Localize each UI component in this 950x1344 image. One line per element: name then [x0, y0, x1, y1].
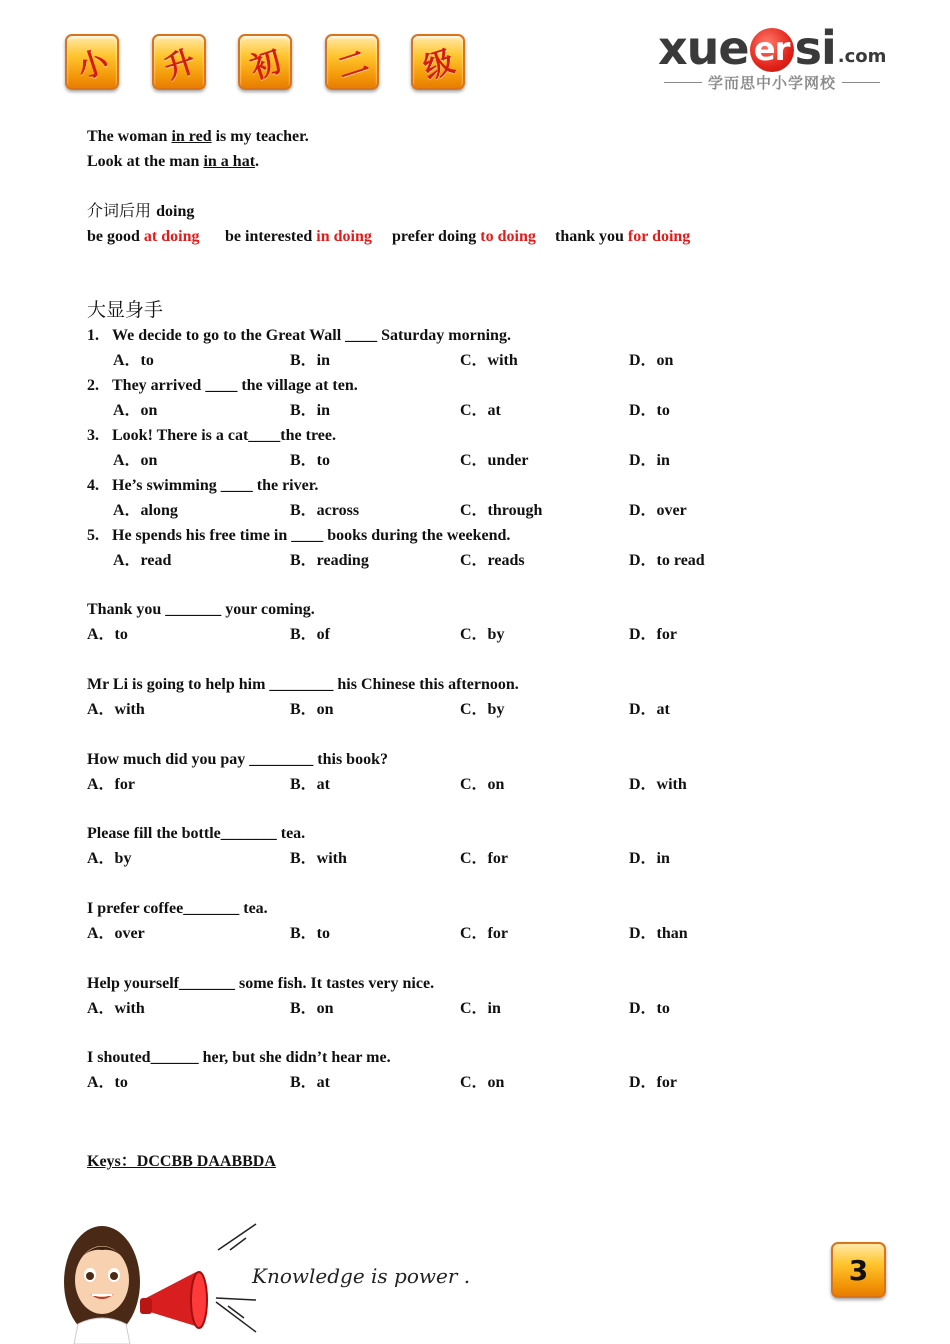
question-text: Look! There is a cat____the tree.: [112, 427, 336, 444]
question-text: Mr Li is going to help him ________ his Chinese this afternoon.: [87, 676, 519, 693]
question-stem: [87, 426, 336, 446]
question-stem: [87, 824, 305, 844]
question-text: Please fill the bottle_______ tea.: [87, 825, 306, 842]
question-text: He spends his free time in ____ books during the weekend.: [112, 527, 511, 544]
answer-option: B．on: [290, 1000, 334, 1017]
question-text: I shouted______ her, but she didn’t hear me.: [87, 1049, 391, 1066]
question-stem: [87, 750, 388, 770]
answer-option: B．in: [290, 402, 331, 419]
answer-option: C．through: [460, 502, 543, 519]
grammar-heading: 介词后用 doing: [87, 201, 195, 220]
tile-char: 二: [333, 44, 373, 87]
answer-option: A．on: [113, 452, 158, 469]
question-stem: [87, 675, 519, 695]
answer-option: A．to: [87, 1074, 128, 1091]
answer-option: A．along: [113, 502, 178, 519]
phrase-item: be good at doing: [87, 228, 200, 245]
girl-icon: [64, 1226, 140, 1344]
question-number: 3.: [87, 427, 99, 444]
answer-option: C．by: [460, 701, 505, 718]
logo-domain: .com: [837, 46, 887, 67]
answer-option: B．at: [290, 776, 331, 793]
logo-text: xue: [658, 21, 749, 75]
answer-option: D．with: [629, 776, 687, 793]
tile-char: 级: [419, 44, 459, 87]
highlight-phrase: at doing: [143, 228, 200, 245]
section-title: 大显身手: [87, 299, 164, 321]
answer-option: D．to read: [629, 552, 705, 569]
answer-option: C．for: [460, 850, 508, 867]
question-text: They arrived ____ the village at ten.: [112, 377, 358, 394]
question-number: 2.: [87, 377, 99, 394]
question-text: Thank you _______ your coming.: [87, 601, 315, 618]
answer-option: C．with: [460, 352, 518, 369]
answer-option: C．for: [460, 925, 508, 942]
answer-option: C．on: [460, 1074, 505, 1091]
question-number: 1.: [87, 327, 99, 344]
answer-option: D．over: [629, 502, 687, 519]
footer-motto: Knowledge is power .: [252, 1264, 471, 1288]
question-text: We decide to go to the Great Wall ____ Saturday morning.: [112, 327, 511, 344]
intro-line: The woman in red is my teacher.: [87, 128, 309, 145]
answer-option: D．for: [629, 1074, 677, 1091]
answer-option: A．on: [113, 402, 158, 419]
answer-option: D．in: [629, 452, 670, 469]
answer-option: A．over: [87, 925, 145, 942]
answer-option: D．for: [629, 626, 677, 643]
phrase-item: be interested in doing: [225, 228, 372, 245]
logo-subtitle: [646, 72, 898, 93]
question-text: I prefer coffee_______ tea.: [87, 900, 268, 917]
header-tile: [152, 34, 206, 90]
header-tile: [238, 34, 292, 90]
page-number-badge: 3: [831, 1242, 886, 1298]
answer-option: B．of: [290, 626, 331, 643]
question-stem: [87, 326, 511, 346]
answer-option: B．on: [290, 701, 334, 718]
answer-option: C．by: [460, 626, 505, 643]
answer-option: A．to: [113, 352, 154, 369]
tile-char: 小: [73, 44, 113, 87]
logo-subtitle-text: 学而思中小学网校: [707, 74, 836, 92]
header-tile: [411, 34, 465, 90]
phrase-item: thank you for doing: [555, 228, 691, 245]
question-stem: [87, 974, 434, 994]
answer-option: C．at: [460, 402, 501, 419]
answer-option: C．reads: [460, 552, 525, 569]
header-tile: [325, 34, 379, 90]
answer-keys: Keys：DCCBB DAABBDA: [87, 1153, 276, 1170]
answer-option: A．with: [87, 701, 145, 718]
highlight-phrase: in doing: [316, 228, 372, 245]
question-stem: [87, 899, 268, 919]
megaphone-icon: [140, 1272, 207, 1328]
intro-line: Look at the man in a hat.: [87, 153, 260, 170]
tile-char: 初: [246, 44, 286, 87]
highlight-phrase: for doing: [627, 228, 691, 245]
answer-option: A．to: [87, 626, 128, 643]
question-number: 4.: [87, 477, 99, 494]
girl-megaphone-illustration: [60, 1220, 260, 1344]
tile-char: 升: [160, 44, 200, 87]
answer-option: B．at: [290, 1074, 331, 1091]
xueersi-logo: [646, 22, 898, 94]
answer-option: D．at: [629, 701, 670, 718]
answer-option: C．under: [460, 452, 529, 469]
logo-text: si: [794, 21, 836, 75]
logo-er-badge: er: [750, 28, 794, 72]
answer-option: C．on: [460, 776, 505, 793]
question-number: 5.: [87, 527, 99, 544]
answer-option: A．read: [113, 552, 172, 569]
question-stem: [87, 526, 510, 546]
answer-option: B．with: [290, 850, 347, 867]
answer-option: D．than: [629, 925, 688, 942]
phrase-item: prefer doing to doing: [392, 228, 536, 245]
header-tile: [65, 34, 119, 90]
answer-option: B．reading: [290, 552, 369, 569]
answer-option: D．to: [629, 1000, 670, 1017]
question-text: How much did you pay ________ this book?: [87, 751, 388, 768]
answer-option: B．to: [290, 925, 331, 942]
answer-option: B．to: [290, 452, 331, 469]
answer-option: A．with: [87, 1000, 145, 1017]
question-stem: [87, 600, 315, 620]
underlined-phrase: in a hat: [203, 153, 256, 170]
answer-option: D．to: [629, 402, 670, 419]
question-stem: [87, 1048, 391, 1068]
answer-option: D．in: [629, 850, 670, 867]
sound-lines-icon: [216, 1224, 256, 1332]
underlined-phrase: in red: [171, 128, 212, 145]
answer-option: A．for: [87, 776, 135, 793]
question-text: He’s swimming ____ the river.: [112, 477, 319, 494]
answer-option: B．across: [290, 502, 360, 519]
answer-option: C．in: [460, 1000, 501, 1017]
question-text: Help yourself_______ some fish. It tastes very nice.: [87, 975, 435, 992]
answer-option: D．on: [629, 352, 674, 369]
question-stem: [87, 376, 358, 396]
highlight-phrase: to doing: [480, 228, 536, 245]
question-stem: [87, 476, 318, 496]
answer-option: B．in: [290, 352, 331, 369]
answer-option: A．by: [87, 850, 132, 867]
